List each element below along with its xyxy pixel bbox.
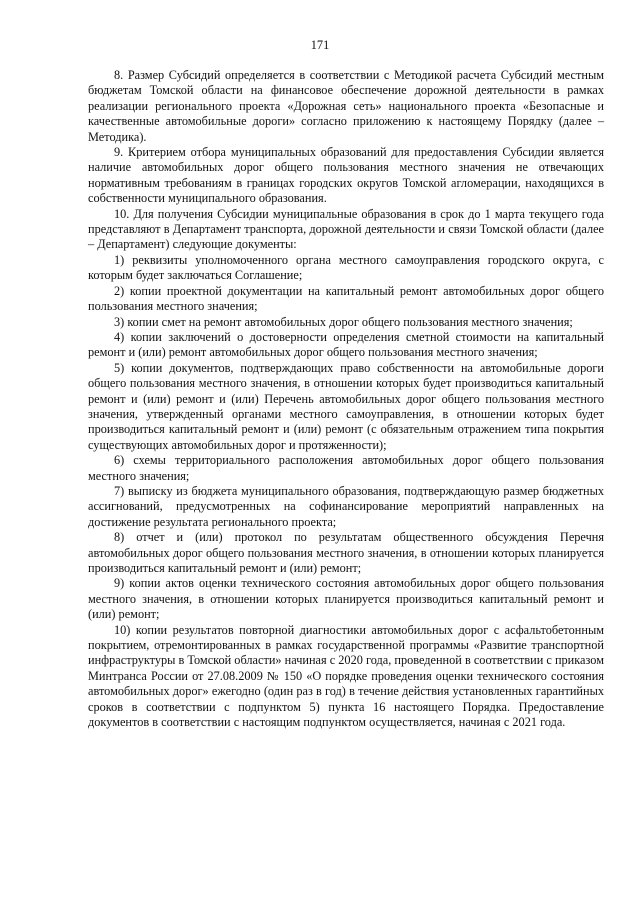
list-item-10: 10) копии результатов повторной диагностики автомобильных дорог с асфальтобетонным покрытием, отремонтированных в рамках государственной программы «Развитие транспортной инфраструктуры в Томской области» начиная с 2020 года, проведенной в соответствии с приказом Минтранса России от 27.08.2009 № 150 «О порядке проведения оценки технического состояния автомобильных дорог» ежегодно (один раз в год) в течение действия установленных гарантийных сроков в соответствии с подпунктом 5) пункта 16 настоящего Порядка. Предоставление документов в соответствии с настоящим подпунктом осуществляется, начиная с 2021 года.: [88, 622, 604, 730]
list-item-3: 3) копии смет на ремонт автомобильных дорог общего пользования местного значения;: [114, 314, 573, 329]
list-item-2: 2) копии проектной документации на капитальный ремонт автомобильных дорог общего пользования местного значения;: [88, 283, 604, 314]
list-item-6: 6) схемы территориального расположения автомобильных дорог общего пользования местного значения;: [88, 453, 604, 483]
list-item-1: 1) реквизиты уполномоченного органа местного самоуправления городского округа, с которым будет заключаться Соглашение;: [88, 252, 604, 283]
paragraph-8: 8. Размер Субсидий определяется в соответствии с Методикой расчета Субсидий местным бюджетам Томской области на финансовое обеспечение дорожной деятельности в рамках реализации регионального проекта «Дорожная сеть» национального проекта «Безопасные и качественные автомобильные дороги» согласно приложению к настоящему Порядку (далее – Методика).: [88, 68, 604, 144]
list-item-5: 5) копии документов, подтверждающих право собственности на автомобильные дороги общего пользования местного значения, в отношении которых будет производиться капитальный ремонт и (или) ремонт и (или) Перечень автомобильных дорог общего пользования местного значения, утвержденный органами местного самоуправления, в отношении которых будет производиться капитальный ремонт и (или) ремонт (с обязательным отражением типа покрытия существующих автомобильных дорог и протяженности);: [88, 360, 604, 452]
paragraph-10: 10. Для получения Субсидии муниципальные образования в срок до 1 марта текущего года представляют в Департамент транспорта, дорожной деятельности и связи Томской области (далее – Департамент) следующие документы:: [88, 206, 604, 252]
list-item-8: 8) отчет и (или) протокол по результатам общественного обсуждения Перечня автомобильных дорог общего пользования местного значения, в отношении которых планируется производиться капитальный ремонт и (или) ремонт;: [88, 530, 604, 575]
list-item-7: 7) выписку из бюджета муниципального образования, подтверждающую размер бюджетных ассигнований, предусмотренных на софинансирование мероприятий направленных на достижение результата регионального проекта;: [88, 483, 604, 529]
list-item-4: 4) копии заключений о достоверности определения сметной стоимости на капитальный ремонт и (или) ремонт автомобильных дорог общего пользования местного значения;: [88, 329, 604, 360]
document-body: [88, 68, 604, 730]
paragraph-9: 9. Критерием отбора муниципальных образований для предоставления Субсидии является наличие автомобильных дорог общего пользования местного значения не отвечающих нормативным требованиям в границах городских округов Томской агломерации, находящихся в собственности муниципального образования.: [88, 145, 604, 206]
list-item-9: 9) копии актов оценки технического состояния автомобильных дорог общего пользования местного значения, в отношении которых планируется производиться капитальный ремонт и (или) ремонт;: [88, 576, 604, 622]
page-number: 171: [310, 38, 330, 52]
